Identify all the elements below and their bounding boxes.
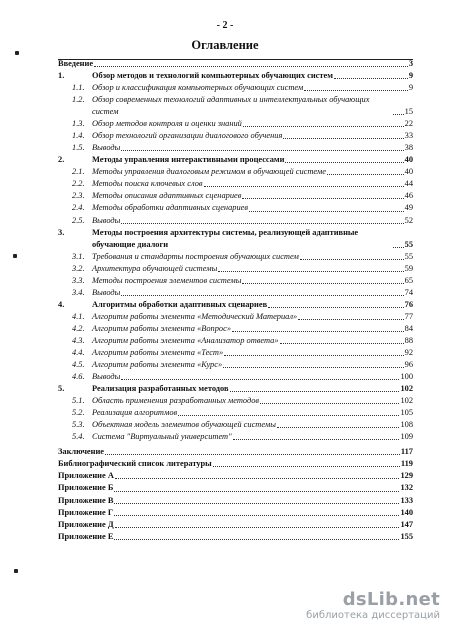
toc-leader-dots (114, 491, 399, 492)
toc-entry-title: Методы обработки адаптивных сценариев (92, 203, 249, 213)
punch-hole-mark (15, 51, 19, 55)
toc-leader-dots (300, 259, 404, 260)
toc-entry-title: Выводы (92, 215, 121, 225)
toc-entry-title: Методы управления диалоговым режимом в обучающей системе (92, 167, 326, 177)
toc-entry (58, 495, 413, 507)
toc-entry-page: 117 (400, 447, 413, 457)
toc-entry-title: Выводы (92, 287, 121, 297)
toc-entry-title: Объектная модель элементов обучающей системы (92, 420, 276, 430)
toc-leader-dots (114, 503, 399, 504)
toc-entry-title: Методы поиска ключевых слов (92, 179, 203, 189)
toc-entry-page: 88 (404, 335, 413, 345)
page-title: Оглавление (191, 38, 259, 52)
toc-leader-dots (230, 391, 400, 392)
toc-entry-page: 46 (404, 191, 413, 201)
toc-leader-dots (393, 247, 404, 248)
toc-entry (58, 263, 413, 275)
toc-leader-dots (285, 162, 403, 163)
toc-leader-dots (304, 90, 408, 91)
toc-entry-number: 5. (58, 384, 65, 394)
toc-entry-number: 2. (58, 155, 65, 165)
watermark-main: dsLib.net (342, 589, 440, 610)
toc-entry-number: 5.2. (72, 408, 85, 418)
toc-entry-number: 4.6. (72, 372, 85, 382)
toc-entry (58, 371, 413, 383)
watermark-logo (306, 589, 440, 621)
page-number: - 2 - (216, 20, 234, 31)
toc-entry-title: Обзор современных технологий адаптивных и интеллектуальных обучающих систем (92, 95, 370, 117)
toc-entry (58, 407, 413, 419)
toc-leader-dots (277, 427, 400, 428)
toc-leader-dots (298, 319, 403, 320)
toc-entry (58, 359, 413, 371)
toc-leader-dots (249, 211, 404, 212)
toc-entry-page: 59 (404, 263, 413, 273)
toc-entry-page: 96 (404, 359, 413, 369)
toc-entry-page: 109 (400, 432, 413, 442)
toc-entry-page: 40 (404, 155, 413, 165)
toc-entry-title: Приложение В (58, 495, 114, 505)
toc-entry-title: Приложение Е (58, 531, 114, 541)
toc-entry-page: 129 (400, 471, 413, 481)
toc-entry-title: Выводы (92, 372, 121, 382)
punch-hole-mark (13, 254, 17, 258)
toc-entry-number: 4.5. (72, 359, 85, 369)
toc-entry-page: 22 (404, 119, 413, 129)
toc-entry-page: 140 (400, 507, 413, 517)
toc-entry (58, 251, 413, 263)
toc-entry (58, 383, 413, 395)
toc-leader-dots (283, 138, 403, 139)
toc-entry-number: 5.4. (72, 432, 85, 442)
toc-entry (58, 118, 413, 130)
toc-entry-page: 108 (400, 420, 413, 430)
toc-entry-title: Обзор методов контроля и оценки знаний (92, 119, 242, 129)
toc-entry-title: Реализация разработанных методов (92, 384, 229, 394)
toc-leader-dots (121, 295, 403, 296)
toc-entry-page: 44 (404, 179, 413, 189)
toc-leader-dots (334, 78, 408, 79)
toc-entry-page: 119 (400, 459, 413, 469)
toc-entry-number: 5.3. (72, 420, 85, 430)
toc-leader-dots (94, 66, 408, 67)
toc-entry-title: Алгоритм работы элемента «Методический Материал» (92, 311, 298, 321)
toc-entry-page: 38 (404, 143, 413, 153)
toc-entry-page: 55 (404, 239, 413, 249)
toc-entry-page: 105 (400, 408, 413, 418)
toc-entry (58, 347, 413, 359)
toc-entry-title: Реализация алгоритмов (92, 408, 178, 418)
toc-leader-dots (115, 527, 400, 528)
toc-entry-number: 5.1. (72, 396, 85, 406)
punch-hole-mark (14, 569, 18, 573)
toc-leader-dots (232, 331, 404, 332)
toc-entry-number: 3.2. (72, 263, 85, 273)
toc-leader-dots (213, 466, 400, 467)
toc-entry-page: 100 (400, 372, 413, 382)
toc-entry (58, 446, 413, 458)
toc-entry-page: 40 (404, 167, 413, 177)
toc-entry-number: 3. (58, 227, 65, 237)
toc-entry (58, 154, 413, 166)
toc-leader-dots (327, 174, 404, 175)
toc-entry-number: 1.3. (72, 119, 85, 129)
toc-entry-page: 155 (400, 531, 413, 541)
toc-entry-number: 3.3. (72, 275, 85, 285)
toc-entry (58, 190, 413, 202)
toc-leader-dots (280, 343, 404, 344)
toc-entry-number: 1.4. (72, 131, 85, 141)
toc-entry-title: Методы управления интерактивными процессами (92, 155, 285, 165)
toc-entry (58, 130, 413, 142)
toc-entry-title: Требования и стандарты построения обучающих систем (92, 251, 299, 261)
toc-entry (58, 531, 413, 543)
toc-leader-dots (121, 379, 399, 380)
toc-leader-dots (115, 478, 400, 479)
toc-entry-number: 1. (58, 71, 65, 81)
toc-entry (58, 519, 413, 531)
toc-leader-dots (224, 355, 403, 356)
toc-entry-number: 4.4. (72, 347, 85, 357)
toc-leader-dots (243, 126, 404, 127)
toc-entry (58, 323, 413, 335)
toc-entry (58, 395, 413, 407)
toc-leader-dots (242, 198, 403, 199)
toc-leader-dots (218, 271, 403, 272)
toc-entry-title: Приложение А (58, 471, 114, 481)
toc-entry-title: Алгоритм работы элемента «Вопрос» (92, 323, 232, 333)
toc-entry (58, 94, 413, 118)
toc-leader-dots (121, 223, 403, 224)
toc-entry-title: Алгоритм работы элемента «Курс» (92, 359, 223, 369)
toc-entry-number: 2.4. (72, 203, 85, 213)
toc-entry-number: 2.1. (72, 167, 85, 177)
toc-entry-title: Алгоритм работы элемента «Анализатор ответа» (92, 335, 279, 345)
toc-entry-page: 3 (408, 59, 413, 68)
toc-entry-title: Выводы (92, 143, 121, 153)
toc-entry-title: Алгоритмы обработки адаптивных сценариев (92, 299, 268, 309)
toc-entry-number: 4.1. (72, 311, 85, 321)
toc-entry-title: Заключение (58, 447, 105, 457)
toc-entry-title: Система "Виртуальный университет" (92, 432, 232, 442)
toc-entry-title: Методы построения элементов системы (92, 275, 242, 285)
toc-entry-title: Методы построения архитектуры системы, реализующей адаптивные обучающие диалоги (92, 227, 359, 249)
toc-entry-title: Приложение Д (58, 519, 114, 529)
toc-entry-page: 33 (404, 131, 413, 141)
toc-entry-page: 52 (404, 215, 413, 225)
toc-leader-dots (178, 415, 399, 416)
toc-entry-number: 3.1. (72, 251, 85, 261)
toc-leader-dots (393, 114, 404, 115)
toc-entry-title: Область применения разработанных методов (92, 396, 260, 406)
toc-leader-dots (223, 367, 403, 368)
toc-entry (58, 202, 413, 214)
toc-leader-dots (260, 403, 399, 404)
toc-entry-title: Обзор методов и технологий компьютерных обучающих систем (92, 71, 333, 81)
toc-entry-page: 84 (404, 323, 413, 333)
toc-entry (58, 215, 413, 227)
toc-entry (58, 142, 413, 154)
toc-entry-number: 1.2. (72, 95, 85, 105)
toc-entry-page: 102 (400, 384, 413, 394)
toc-entry-page: 92 (404, 347, 413, 357)
toc-entry-number: 4. (58, 299, 65, 309)
toc-entry-title: Обзор и классификация компьютерных обучающих систем (92, 83, 304, 93)
toc-entry-title: Архитектура обучающей системы (92, 263, 218, 273)
toc-entry-title: Обзор технологий организации диалогового обучения (92, 131, 283, 141)
toc-entry-page: 77 (404, 311, 413, 321)
table-of-contents (58, 58, 413, 543)
toc-entry-title: Введение (58, 59, 94, 68)
toc-leader-dots (121, 150, 403, 151)
toc-entry (58, 458, 413, 470)
toc-leader-dots (242, 283, 403, 284)
toc-entry (58, 431, 413, 443)
toc-entry-number: 3.4. (72, 287, 85, 297)
toc-entry-page: 65 (404, 275, 413, 285)
toc-entry (58, 82, 413, 94)
toc-entry (58, 482, 413, 494)
toc-entry-number: 1.5. (72, 143, 85, 153)
toc-entry (58, 299, 413, 311)
toc-entry-page: 102 (400, 396, 413, 406)
toc-entry (58, 70, 413, 82)
toc-entry-title: Алгоритм работы элемента «Тест» (92, 347, 224, 357)
toc-leader-dots (204, 186, 404, 187)
toc-entry-page: 55 (404, 251, 413, 261)
toc-entry-page: 147 (400, 519, 413, 529)
toc-leader-dots (114, 515, 399, 516)
toc-leader-dots (233, 439, 400, 440)
toc-entry-page: 76 (404, 299, 413, 309)
toc-entry-number: 2.5. (72, 215, 85, 225)
toc-entry-number: 2.3. (72, 191, 85, 201)
toc-entry (58, 275, 413, 287)
toc-entry (58, 287, 413, 299)
toc-entry-page: 9 (408, 83, 413, 93)
toc-entry-title: Приложение Б (58, 483, 114, 493)
toc-entry-page: 132 (400, 483, 413, 493)
toc-entry-number: 2.2. (72, 179, 85, 189)
toc-entry-page: 9 (408, 71, 413, 81)
toc-entry-title: Методы описания адаптивных сценариев (92, 191, 242, 201)
toc-entry (58, 470, 413, 482)
toc-entry-number: 4.3. (72, 335, 85, 345)
toc-entry-page: 49 (404, 203, 413, 213)
toc-entry (58, 178, 413, 190)
toc-entry (58, 419, 413, 431)
toc-leader-dots (105, 454, 400, 455)
toc-leader-dots (114, 539, 399, 540)
toc-entry (58, 311, 413, 323)
toc-entry (58, 507, 413, 519)
toc-entry-page: 133 (400, 495, 413, 505)
toc-entry-title: Приложение Г (58, 507, 114, 517)
toc-entry (58, 166, 413, 178)
toc-entry-number: 4.2. (72, 323, 85, 333)
toc-entry (58, 227, 413, 251)
toc-entry (58, 58, 413, 70)
watermark-sub: библиотека диссертаций (306, 610, 440, 621)
toc-entry-page: 74 (404, 287, 413, 297)
toc-leader-dots (268, 307, 403, 308)
toc-entry-page: 15 (404, 107, 413, 117)
toc-entry-number: 1.1. (72, 83, 85, 93)
toc-entry-title: Библиографический список литературы (58, 459, 212, 469)
toc-entry (58, 335, 413, 347)
